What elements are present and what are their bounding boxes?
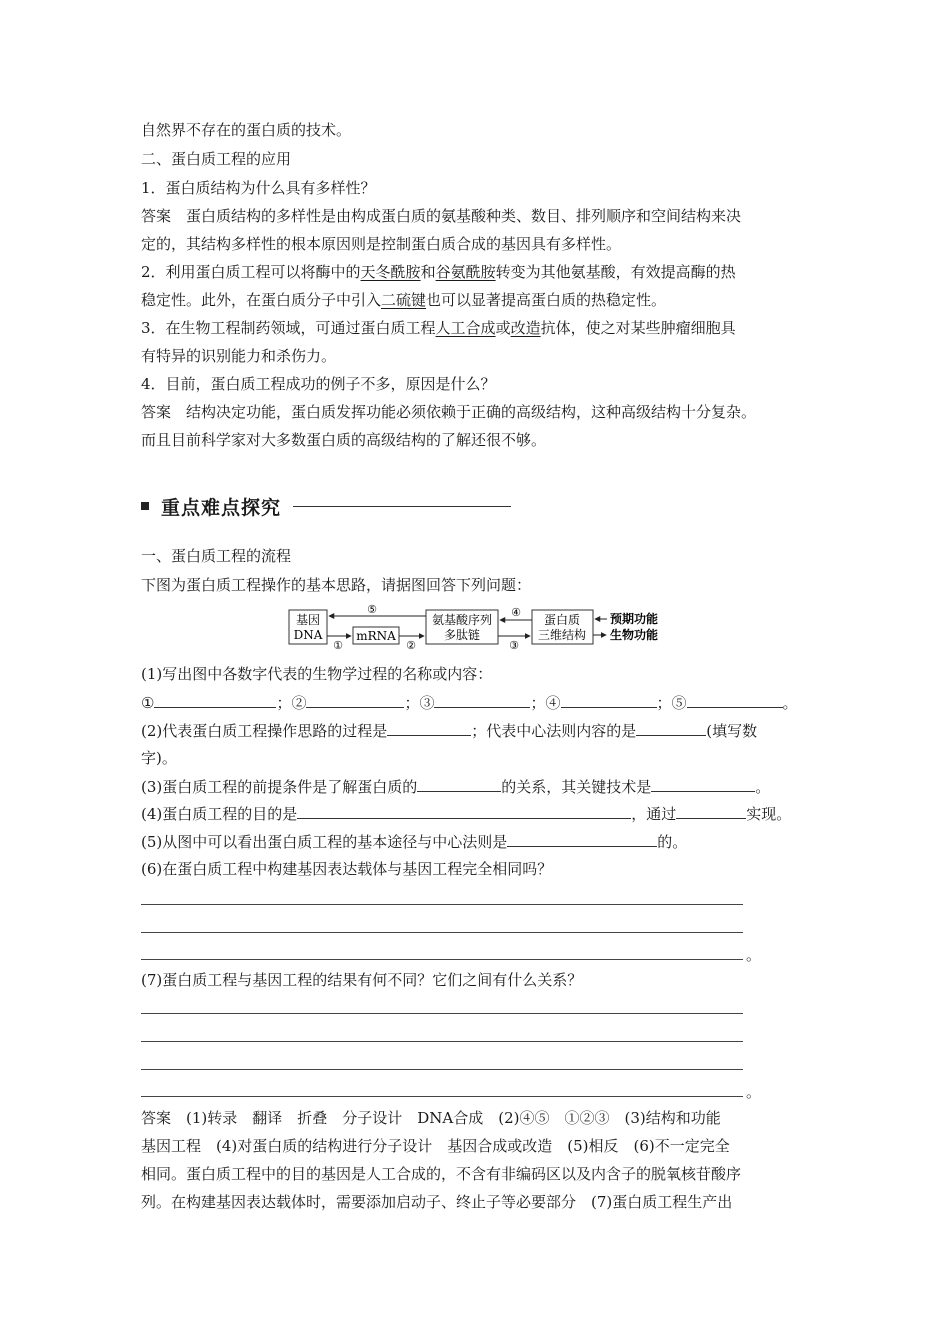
box4-line1: 蛋白质 [543,613,581,627]
answer-writing-line[interactable] [141,904,743,905]
text-line [141,262,736,282]
text: 3．在生物工程制药领域，可通过蛋白质工程 [141,319,436,337]
answer-line: 答案 结构决定功能，蛋白质发挥功能必须依赖于正确的高级结构，这种高级结构十分复杂。 [141,403,757,421]
text: ① [141,694,155,712]
answer-line: 答案 蛋白质结构的多样性是由构成蛋白质的氨基酸种类、数目、排列顺序和空间结构来决 [141,207,742,225]
answer-line: 答案 (1)转录 翻译 折叠 分子设计 DNA合成 (2)④⑤ ①②③ (3)结构和功能 [141,1109,721,1127]
label-biological-function: 生物功能 [610,628,659,642]
end-mark: 。 [746,1083,762,1101]
text: 。 [755,778,771,796]
fill-blank-line [141,720,757,741]
answer-blank[interactable] [417,776,501,792]
answer-writing-line[interactable] [141,959,743,960]
box1-line2: DNA [293,628,323,642]
underlined-term: 二硫键 [381,291,427,309]
text: ；代表中心法则内容的是 [471,722,637,740]
text: ，通过 [631,805,677,823]
text: (2)代表蛋白质工程操作思路的过程是 [141,722,388,740]
answer-blank[interactable] [306,692,404,708]
text: 2．利用蛋白质工程可以将酶中的 [141,263,361,281]
text-line: 自然界不存在的蛋白质的技术。 [141,121,352,139]
answer-line: 列。在构建基因表达载体时，需要添加启动子、终止子等必要部分 (7)蛋白质工程生产出 [141,1193,733,1211]
text: 稳定性。此外，在蛋白质分子中引入 [141,291,382,309]
text: 的关系，其关键技术是 [501,778,652,796]
question-line: 4．目前，蛋白质工程成功的例子不多，原因是什么？ [141,375,496,393]
question-line: (1)写出图中各数字代表的生物学过程的名称或内容： [141,665,493,683]
fill-blank-line [141,803,791,824]
text: ；③ [404,694,435,712]
answer-blank[interactable] [676,803,746,819]
text: 也可以显著提高蛋白质的热稳定性。 [426,291,667,309]
answer-writing-line[interactable] [141,1069,743,1070]
underlined-term: 改造 [510,319,541,337]
text: 或 [495,319,511,337]
text: 转变为其他氨基酸，有效提高酶的热 [495,263,736,281]
section-title: 重点难点探究 [161,496,282,519]
answer-line: 基因工程 (4)对蛋白质的结构进行分子设计 基因合成或改造 (5)相反 (6)不一定完全 [141,1137,730,1155]
label-2: ② [406,639,416,650]
text: (5)从图中可以看出蛋白质工程的基本途径与中心法则是 [141,833,508,851]
answer-blank[interactable] [687,692,783,708]
answer-blank[interactable] [154,692,276,708]
text-line: 有特异的识别能力和杀伤力。 [141,347,337,365]
underlined-term: 人工合成 [435,319,496,337]
text: 和 [420,263,436,281]
label-4: ④ [511,606,521,619]
text: (填写数 [706,722,758,740]
answer-blank[interactable] [434,692,530,708]
text-line: 下图为蛋白质工程操作的基本思路，请据图回答下列问题： [141,576,532,594]
text: 实现。 [746,805,792,823]
question-line: (6)在蛋白质工程中构建基因表达载体与基因工程完全相同吗？ [141,860,553,878]
text: 的。 [657,833,688,851]
text: (3)蛋白质工程的前提条件是了解蛋白质的 [141,778,418,796]
answer-writing-line[interactable] [141,1041,743,1042]
answer-writing-line[interactable] [141,1096,743,1097]
label-3: ③ [509,639,519,650]
text-line: 字)。 [141,749,177,767]
box2-label: mRNA [356,629,396,643]
answer-blank[interactable] [636,720,706,736]
label-5: ⑤ [367,603,377,616]
heading-rule [293,506,511,507]
answer-line: 相同。蛋白质工程中的目的基因是人工合成的，不含有非编码区以及内含子的脱氧核苷酸序 [141,1165,742,1183]
text: 抗体，使之对某些肿瘤细胞具 [540,319,736,337]
answer-writing-line[interactable] [141,1013,743,1014]
answer-blank[interactable] [651,776,755,792]
answer-blank[interactable] [561,692,657,708]
text-line [141,290,666,310]
question-line: 1．蛋白质结构为什么具有多样性？ [141,179,376,197]
protein-engineering-flow-diagram [280,602,680,650]
text: ；② [276,694,307,712]
answer-line: 而且目前科学家对大多数蛋白质的高级结构的了解还很不够。 [141,431,547,449]
answer-writing-line[interactable] [141,932,743,933]
square-bullet-icon [141,502,149,510]
answer-blank[interactable] [297,803,631,819]
box3-line2: 多肽链 [443,628,481,642]
answer-blank[interactable] [387,720,471,736]
subheading: 二、蛋白质工程的应用 [141,150,292,168]
fill-blank-line [141,692,798,713]
fill-blank-line [141,776,770,797]
section-heading [141,494,511,518]
question-line: (7)蛋白质工程与基因工程的结果有何不同？它们之间有什么关系？ [141,971,583,989]
label-1: ① [333,639,343,650]
text-line [141,318,736,338]
answer-line: 定的，其结构多样性的根本原因则是控制蛋白质合成的基因具有多样性。 [141,235,622,253]
text: ；④ [530,694,561,712]
text: 。 [782,694,798,712]
box4-line2: 三维结构 [537,628,587,642]
fill-blank-line [141,831,687,852]
subheading: 一、蛋白质工程的流程 [141,547,292,565]
answer-blank[interactable] [507,831,657,847]
underlined-term: 谷氨酰胺 [435,263,496,281]
box1-line1: 基因 [295,613,321,627]
underlined-term: 天冬酰胺 [360,263,421,281]
end-mark: 。 [746,946,762,964]
box3-line1: 氨基酸序列 [431,613,493,627]
text: ；⑤ [656,694,687,712]
label-expected-function: 预期功能 [610,612,659,626]
text: (4)蛋白质工程的目的是 [141,805,298,823]
